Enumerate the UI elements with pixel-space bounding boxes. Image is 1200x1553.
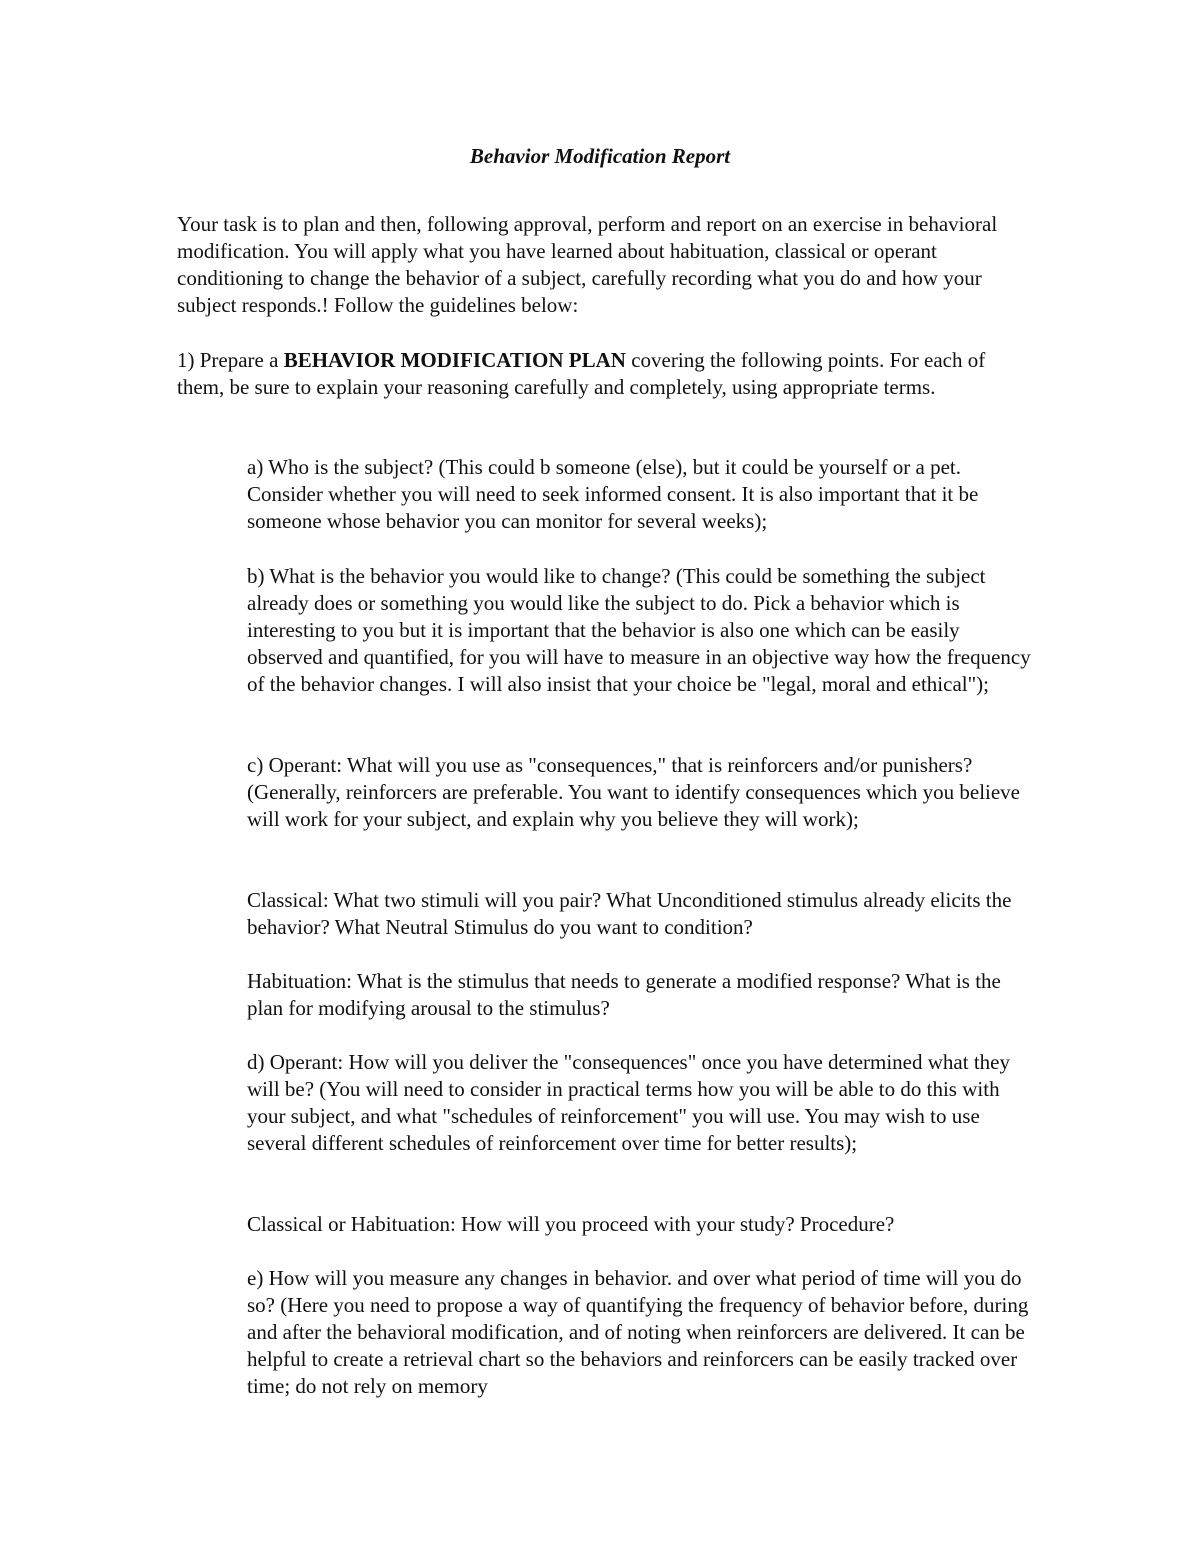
item-c-classical: Classical: What two stimuli will you pair? What Unconditioned stimulus already elicits the behavior? What Neutral Stimulus do you want to condition? xyxy=(247,888,1012,939)
item-d-classical-habituation: Classical or Habituation: How will you proceed with your study? Procedure? xyxy=(247,1212,895,1236)
item-c-operant: c) Operant: What will you use as "consequences," that is reinforcers and/or punishers? (Generally, reinforcers are preferable. You want to identify consequences which you believe will work for your subject, and explain why you believe they will work); xyxy=(247,753,1021,831)
item-e-measurement: e) How will you measure any changes in behavior. and over what period of time will you do so? (Here you need to propose a way of quantifying the frequency of behavior before, during and after the behavioral modification, and of noting when reinforcers are delivered. It can be helpful to create a retrieval chart so the behaviors and reinforcers can be easily tracked over time; do not rely on memory xyxy=(247,1266,1029,1398)
plan-heading-bold: BEHAVIOR MODIFICATION PLAN xyxy=(283,348,626,372)
item-b-behavior: b) What is the behavior you would like to change? (This could be something the subject already does or something you would like the subject to do. Pick a behavior which is interesting to you but it is important that the behavior is also one which can be easily observed and quantified, for you will have to measure in an objective way how the frequency of the behavior changes. I will also insist that your choice be "legal, moral and ethical"); xyxy=(247,564,1031,696)
plan-paragraph xyxy=(177,347,1037,401)
item-c-habituation: Habituation: What is the stimulus that needs to generate a modified response? What is the plan for modifying arousal to the stimulus? xyxy=(247,969,1001,1020)
item-d-operant: d) Operant: How will you deliver the "consequences" once you have determined what they will be? (You will need to consider in practical terms how you will be able to do this with your subject, and what "schedules of reinforcement" you will use. You may wish to use several different schedules of reinforcement over time for better results); xyxy=(247,1050,1010,1155)
plan-suffix: covering the following points. For each of them, be sure to explain your reasoning carefully and completely, using appropriate terms. xyxy=(177,348,986,399)
item-a-subject: a) Who is the subject? (This could b someone (else), but it could be yourself or a pet. Consider whether you will need to seek informed consent. It is also important that it be someone whose behavior you can monitor for several weeks); xyxy=(247,455,979,533)
document-title: Behavior Modification Report xyxy=(469,144,731,168)
plan-prefix: 1) Prepare a xyxy=(177,348,284,372)
intro-paragraph: Your task is to plan and then, following approval, perform and report on an exercise in behavioral modification. You will apply what you have learned about habituation, classical or operant conditioning to change the behavior of a subject, carefully recording what you do and how your subject responds.! Follow the guidelines below: xyxy=(177,212,998,317)
